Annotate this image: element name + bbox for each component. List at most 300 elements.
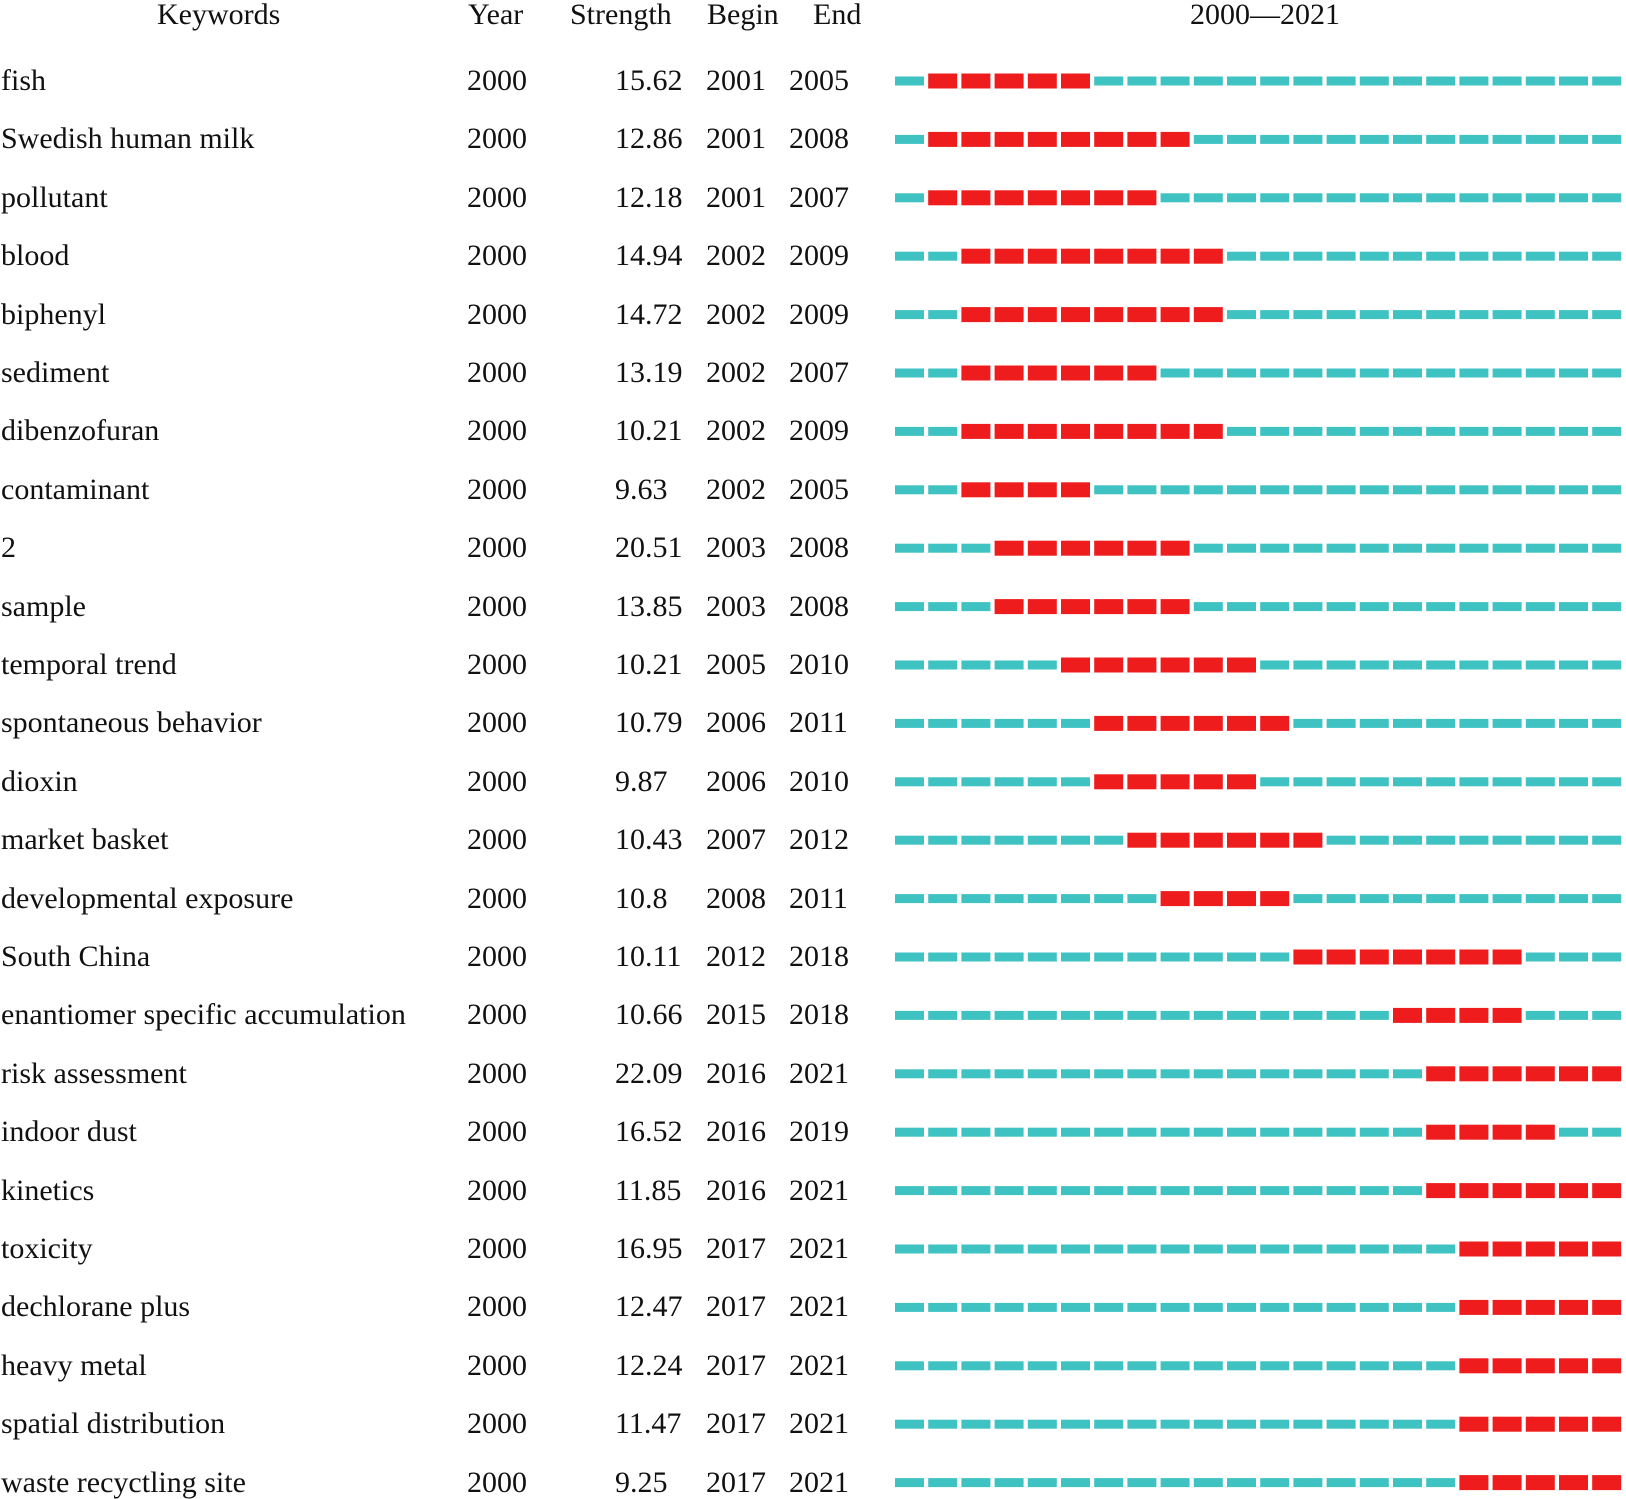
timeline-segment — [1260, 310, 1289, 319]
timeline-segment — [1360, 1011, 1389, 1020]
timeline-segment — [1327, 1186, 1356, 1195]
burst-segment — [1526, 1417, 1555, 1432]
timeline-segment — [1393, 1069, 1422, 1078]
keyword-cell: 2 — [1, 531, 16, 565]
timeline-segment — [928, 836, 957, 845]
timeline-segment — [1094, 1011, 1123, 1020]
timeline-segment — [1493, 544, 1522, 553]
timeline-segment — [1194, 1478, 1223, 1487]
timeline-segment — [1493, 369, 1522, 378]
timeline-segment — [1227, 1069, 1256, 1078]
timeline-segment — [1127, 1245, 1156, 1254]
timeline-segment — [1127, 1186, 1156, 1195]
burst-segment — [1194, 891, 1223, 906]
timeline-segment — [1526, 602, 1555, 611]
timeline-segment — [1493, 836, 1522, 845]
timeline-segment — [1161, 1069, 1190, 1078]
timeline-segment — [895, 1478, 924, 1487]
timeline-segment — [1592, 777, 1621, 786]
timeline-segment — [1393, 661, 1422, 670]
burst-segment — [995, 307, 1024, 322]
timeline-segment — [1293, 777, 1322, 786]
timeline-segment — [1260, 135, 1289, 144]
timeline-segment — [1327, 485, 1356, 494]
burst-segment — [1526, 1242, 1555, 1257]
timeline-segment — [1161, 1011, 1190, 1020]
timeline-segment — [1559, 485, 1588, 494]
timeline-segment — [1493, 661, 1522, 670]
timeline-segment — [1327, 544, 1356, 553]
timeline-segment — [1094, 1478, 1123, 1487]
strength-cell: 11.85 — [615, 1173, 682, 1207]
year-cell: 2000 — [467, 180, 527, 214]
burst-segment — [1127, 541, 1156, 556]
burst-segment — [1061, 366, 1090, 381]
timeline-segment — [895, 135, 924, 144]
timeline-segment — [1426, 836, 1455, 845]
timeline-segment — [961, 1011, 990, 1020]
strength-cell: 10.43 — [615, 823, 683, 857]
timeline-segment — [1028, 1011, 1057, 1020]
timeline-segment — [1227, 1011, 1256, 1020]
timeline-segment — [1061, 1478, 1090, 1487]
timeline-segment — [895, 1420, 924, 1429]
timeline-segment — [995, 1361, 1024, 1370]
burst-row — [895, 132, 1621, 147]
burst-row — [895, 774, 1621, 789]
timeline-segment — [1061, 953, 1090, 962]
end-cell: 2005 — [789, 64, 849, 97]
timeline-segment — [1393, 1303, 1422, 1312]
timeline-segment — [1094, 894, 1123, 903]
timeline-segment — [1592, 1011, 1621, 1020]
begin-cell: 2017 — [706, 1290, 766, 1324]
burst-segment — [961, 482, 990, 497]
timeline-segment — [1260, 1420, 1289, 1429]
timeline-segment — [1426, 310, 1455, 319]
burst-segment — [1493, 1183, 1522, 1198]
timeline-segment — [1094, 1420, 1123, 1429]
end-cell: 2010 — [789, 648, 849, 681]
timeline-segment — [1028, 661, 1057, 670]
end-cell: 2009 — [789, 239, 849, 273]
timeline-segment — [1360, 1069, 1389, 1078]
burst-segment — [1592, 1066, 1621, 1081]
burst-segment — [1028, 424, 1057, 439]
timeline-segment — [1227, 602, 1256, 611]
timeline-segment — [1194, 1303, 1223, 1312]
timeline-segment — [895, 544, 924, 553]
strength-cell: 13.19 — [615, 356, 683, 389]
timeline-segment — [995, 1245, 1024, 1254]
strength-cell: 14.72 — [615, 297, 683, 331]
year-cell: 2000 — [467, 1407, 527, 1441]
burst-segment — [1028, 249, 1057, 264]
strength-cell: 12.24 — [615, 1348, 683, 1382]
timeline-segment — [1526, 485, 1555, 494]
timeline-segment — [1459, 602, 1488, 611]
timeline-segment — [1360, 1303, 1389, 1312]
burst-row — [895, 1125, 1621, 1140]
timeline-segment — [1559, 1011, 1588, 1020]
year-cell: 2000 — [467, 1115, 527, 1149]
timeline-segment — [1360, 661, 1389, 670]
timeline-segment — [1293, 77, 1322, 86]
strength-cell: 10.8 — [615, 881, 668, 915]
begin-cell: 2017 — [706, 1232, 766, 1265]
end-cell: 2021 — [789, 1173, 849, 1207]
timeline-segment — [1260, 661, 1289, 670]
burst-segment — [1028, 307, 1057, 322]
strength-cell: 9.25 — [615, 1465, 668, 1499]
burst-segment — [995, 366, 1024, 381]
timeline-segment — [1493, 252, 1522, 261]
burst-segment — [1227, 774, 1256, 789]
burst-row — [895, 74, 1621, 89]
timeline-segment — [1459, 252, 1488, 261]
header-year: Year — [468, 0, 524, 31]
timeline-segment — [1127, 77, 1156, 86]
timeline-segment — [895, 427, 924, 436]
year-cell: 2000 — [467, 531, 527, 565]
year-cell: 2000 — [467, 122, 527, 156]
timeline-segment — [1260, 544, 1289, 553]
timeline-segment — [928, 544, 957, 553]
burst-segment — [1592, 1242, 1621, 1257]
burst-segment — [1127, 190, 1156, 205]
burst-segment — [1061, 599, 1090, 614]
timeline-segment — [961, 661, 990, 670]
keyword-cell: dioxin — [1, 764, 78, 798]
timeline-segment — [995, 719, 1024, 728]
timeline-segment — [1260, 602, 1289, 611]
timeline-segment — [1194, 135, 1223, 144]
burst-row — [895, 307, 1621, 322]
timeline-segment — [1592, 953, 1621, 962]
timeline-segment — [1327, 1303, 1356, 1312]
timeline-segment — [1227, 193, 1256, 202]
burst-segment — [1061, 424, 1090, 439]
begin-cell: 2017 — [706, 1407, 766, 1441]
timeline-segment — [895, 1011, 924, 1020]
end-cell: 2021 — [789, 1407, 849, 1441]
burst-segment — [1127, 366, 1156, 381]
burst-segment — [1127, 599, 1156, 614]
timeline-segment — [1293, 544, 1322, 553]
timeline-segment — [1526, 135, 1555, 144]
burst-segment — [1493, 1066, 1522, 1081]
year-cell: 2000 — [467, 589, 527, 623]
burst-segment — [1592, 1300, 1621, 1315]
timeline-segment — [928, 1361, 957, 1370]
begin-cell: 2012 — [706, 940, 766, 973]
timeline-segment — [1393, 310, 1422, 319]
timeline-segment — [1194, 1069, 1223, 1078]
end-cell: 2021 — [789, 1348, 849, 1382]
timeline-segment — [1426, 77, 1455, 86]
strength-cell: 14.94 — [615, 239, 683, 273]
timeline-segment — [961, 1420, 990, 1429]
burst-row — [895, 190, 1621, 205]
burst-segment — [1161, 658, 1190, 673]
keyword-cell: temporal trend — [1, 648, 177, 681]
burst-segment — [1028, 132, 1057, 147]
keyword-cell: blood — [1, 239, 70, 273]
burst-segment — [1493, 1008, 1522, 1023]
timeline-segment — [1526, 310, 1555, 319]
timeline-segment — [895, 1361, 924, 1370]
timeline-segment — [1227, 544, 1256, 553]
strength-cell: 10.79 — [615, 706, 683, 740]
end-cell: 2008 — [789, 531, 849, 565]
timeline-segment — [1459, 544, 1488, 553]
strength-cell: 20.51 — [615, 531, 683, 565]
timeline-segment — [895, 894, 924, 903]
timeline-segment — [1592, 369, 1621, 378]
strength-cell: 15.62 — [615, 64, 683, 97]
timeline-segment — [1327, 427, 1356, 436]
burst-segment — [1459, 1242, 1488, 1257]
timeline-segment — [1260, 1245, 1289, 1254]
timeline-segment — [1260, 193, 1289, 202]
timeline-segment — [1526, 193, 1555, 202]
timeline-segment — [1459, 836, 1488, 845]
timeline-segment — [1161, 193, 1190, 202]
timeline-segment — [1360, 77, 1389, 86]
begin-cell: 2002 — [706, 356, 766, 389]
timeline-segment — [1061, 1361, 1090, 1370]
timeline-segment — [1094, 1303, 1123, 1312]
timeline-segment — [1592, 544, 1621, 553]
keyword-cell: sample — [1, 589, 86, 623]
burst-segment — [1459, 1125, 1488, 1140]
burst-segment — [1493, 1417, 1522, 1432]
burst-segment — [1194, 424, 1223, 439]
timeline-segment — [1161, 77, 1190, 86]
timeline-segment — [928, 602, 957, 611]
burst-segment — [1028, 190, 1057, 205]
burst-row — [895, 1417, 1621, 1432]
burst-segment — [961, 307, 990, 322]
timeline-segment — [1293, 310, 1322, 319]
end-cell: 2009 — [789, 414, 849, 448]
timeline-segment — [1526, 427, 1555, 436]
end-cell: 2019 — [789, 1115, 849, 1149]
burst-segment — [961, 190, 990, 205]
burst-segment — [1559, 1417, 1588, 1432]
timeline-segment — [928, 427, 957, 436]
timeline-segment — [1426, 193, 1455, 202]
timeline-segment — [1493, 602, 1522, 611]
timeline-segment — [928, 310, 957, 319]
timeline-segment — [1194, 193, 1223, 202]
timeline-segment — [961, 1361, 990, 1370]
burst-segment — [1161, 716, 1190, 731]
timeline-segment — [1327, 1128, 1356, 1137]
timeline-segment — [1559, 193, 1588, 202]
timeline-segment — [1426, 1478, 1455, 1487]
burst-segment — [1493, 1475, 1522, 1490]
timeline-segment — [1061, 1303, 1090, 1312]
timeline-segment — [1227, 369, 1256, 378]
timeline-segment — [1260, 1303, 1289, 1312]
timeline-segment — [1260, 1186, 1289, 1195]
timeline-segment — [1327, 661, 1356, 670]
timeline-segment — [1293, 252, 1322, 261]
timeline-segment — [928, 1128, 957, 1137]
timeline-segment — [1094, 953, 1123, 962]
timeline-segment — [895, 369, 924, 378]
strength-cell: 12.18 — [615, 180, 683, 214]
burst-segment — [1426, 1183, 1455, 1198]
timeline-segment — [895, 1303, 924, 1312]
end-cell: 2012 — [789, 823, 849, 857]
burst-segment — [1293, 950, 1322, 965]
burst-row — [895, 599, 1621, 614]
burst-segment — [1194, 774, 1223, 789]
burst-segment — [1592, 1475, 1621, 1490]
keyword-cell: kinetics — [1, 1173, 95, 1207]
end-cell: 2005 — [789, 472, 849, 506]
strength-cell: 10.66 — [615, 998, 683, 1032]
burst-segment — [1293, 833, 1322, 848]
burst-segment — [1028, 74, 1057, 89]
timeline-segment — [995, 1128, 1024, 1137]
timeline-segment — [1061, 894, 1090, 903]
timeline-segment — [1493, 77, 1522, 86]
burst-segment — [1559, 1242, 1588, 1257]
timeline-segment — [1260, 252, 1289, 261]
burst-segment — [1393, 1008, 1422, 1023]
end-cell: 2018 — [789, 998, 849, 1032]
burst-segment — [928, 74, 957, 89]
timeline-segment — [1061, 1069, 1090, 1078]
timeline-segment — [1028, 1245, 1057, 1254]
timeline-segment — [1028, 894, 1057, 903]
begin-cell: 2007 — [706, 823, 766, 857]
timeline-segment — [1094, 77, 1123, 86]
timeline-segment — [1592, 1128, 1621, 1137]
timeline-segment — [1127, 953, 1156, 962]
keyword-cell: dechlorane plus — [1, 1290, 191, 1324]
timeline-segment — [928, 1420, 957, 1429]
header-end: End — [813, 0, 862, 31]
begin-cell: 2001 — [706, 64, 766, 97]
burst-segment — [1094, 424, 1123, 439]
timeline-segment — [1426, 369, 1455, 378]
timeline-segment — [1227, 77, 1256, 86]
timeline-segment — [1592, 485, 1621, 494]
timeline-segment — [1127, 1361, 1156, 1370]
burst-segment — [1426, 950, 1455, 965]
timeline-segment — [1194, 953, 1223, 962]
timeline-segment — [928, 1186, 957, 1195]
burst-segment — [1526, 1125, 1555, 1140]
timeline-segment — [1127, 1478, 1156, 1487]
timeline-segment — [1393, 894, 1422, 903]
timeline-segment — [1061, 777, 1090, 786]
keyword-cell: Swedish human milk — [1, 122, 255, 156]
timeline-segment — [1426, 1303, 1455, 1312]
timeline-segment — [1360, 310, 1389, 319]
keyword-cell: heavy metal — [1, 1348, 147, 1382]
burst-segment — [1260, 716, 1289, 731]
end-cell: 2011 — [789, 881, 848, 915]
timeline-segment — [1526, 77, 1555, 86]
keyword-cell: waste recyctling site — [1, 1465, 246, 1499]
burst-segment — [1592, 1183, 1621, 1198]
timeline-segment — [1526, 369, 1555, 378]
burst-segment — [1327, 950, 1356, 965]
timeline-segment — [1426, 719, 1455, 728]
burst-row — [895, 1183, 1621, 1198]
timeline-segment — [1260, 485, 1289, 494]
timeline-segment — [1360, 1420, 1389, 1429]
timeline-segment — [1393, 602, 1422, 611]
timeline-segment — [1559, 1128, 1588, 1137]
timeline-segment — [1559, 894, 1588, 903]
begin-cell: 2003 — [706, 531, 766, 565]
timeline-segment — [1094, 1128, 1123, 1137]
timeline-segment — [928, 661, 957, 670]
strength-cell: 10.21 — [615, 414, 683, 448]
timeline-segment — [1028, 1303, 1057, 1312]
timeline-segment — [1028, 1186, 1057, 1195]
timeline-segment — [1260, 427, 1289, 436]
timeline-segment — [995, 1011, 1024, 1020]
timeline-segment — [1293, 1245, 1322, 1254]
timeline-segment — [1393, 77, 1422, 86]
year-cell: 2000 — [467, 648, 527, 681]
timeline-segment — [1194, 1128, 1223, 1137]
year-cell: 2000 — [467, 1056, 527, 1090]
timeline-segment — [895, 485, 924, 494]
timeline-segment — [928, 1069, 957, 1078]
timeline-segment — [1028, 1361, 1057, 1370]
timeline-segment — [1028, 953, 1057, 962]
timeline-segment — [961, 1069, 990, 1078]
timeline-segment — [1526, 544, 1555, 553]
timeline-segment — [1592, 77, 1621, 86]
timeline-segment — [1493, 777, 1522, 786]
timeline-segment — [1360, 1361, 1389, 1370]
timeline-segment — [1127, 1420, 1156, 1429]
timeline-segment — [895, 1069, 924, 1078]
burst-segment — [1559, 1475, 1588, 1490]
burst-segment — [961, 132, 990, 147]
timeline-segment — [995, 1069, 1024, 1078]
timeline-segment — [895, 77, 924, 86]
timeline-segment — [1161, 1361, 1190, 1370]
timeline-segment — [1459, 135, 1488, 144]
timeline-segment — [1393, 252, 1422, 261]
burst-segment — [1061, 541, 1090, 556]
timeline-segment — [928, 369, 957, 378]
burst-row — [895, 482, 1621, 497]
burst-segment — [1028, 541, 1057, 556]
keyword-cell: spontaneous behavior — [1, 706, 262, 740]
burst-segment — [1161, 774, 1190, 789]
timeline-segment — [1227, 1245, 1256, 1254]
timeline-segment — [1393, 777, 1422, 786]
timeline-segment — [1293, 135, 1322, 144]
timeline-segment — [1293, 427, 1322, 436]
timeline-segment — [1360, 252, 1389, 261]
timeline-segment — [928, 777, 957, 786]
keyword-cell: contaminant — [1, 472, 150, 506]
timeline-segment — [961, 719, 990, 728]
timeline-segment — [1327, 1420, 1356, 1429]
